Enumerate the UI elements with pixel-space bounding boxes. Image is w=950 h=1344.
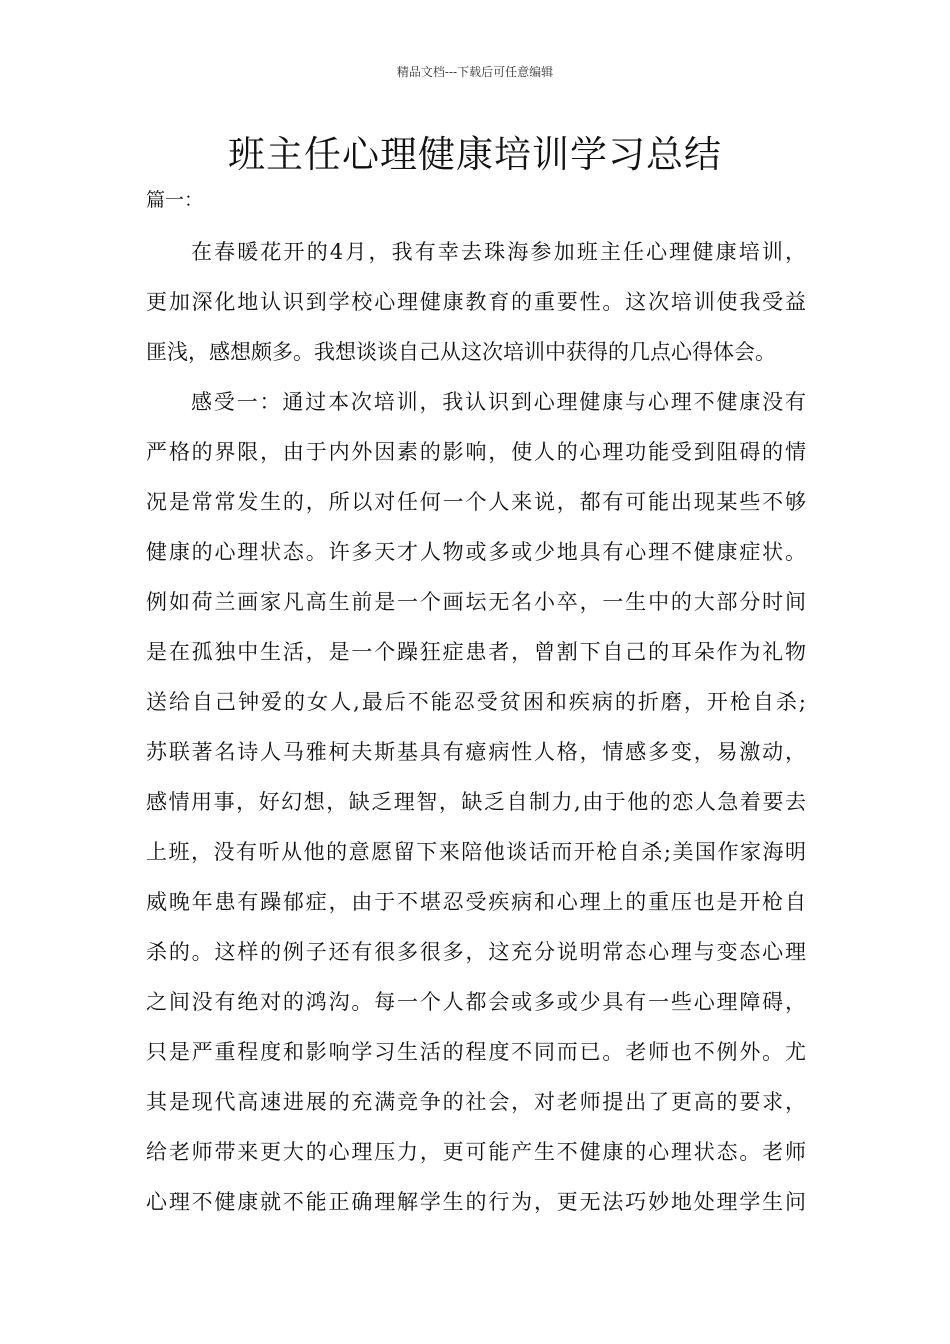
paragraph-line: 更加深化地认识到学校心理健康教育的重要性。这次培训使我受益 [146,290,806,314]
paragraph-line: 况是常常发生的，所以对任何一个人来说，都有可能出现某些不够 [146,490,806,514]
paragraph-line: 感情用事，好幻想，缺乏理智，缺乏自制力,由于他的恋人急着要去 [146,790,806,814]
paragraph-line: 之间没有绝对的鸿沟。每一个人都会或多或少具有一些心理障碍， [146,990,806,1014]
paragraph-line: 例如荷兰画家凡高生前是一个画坛无名小卒，一生中的大部分时间 [146,590,806,614]
document-title: 班主任心理健康培训学习总结 [228,133,722,176]
paragraph-line: 严格的界限，由于内外因素的影响，使人的心理功能受到阻碍的情 [146,440,806,464]
paragraph-line: 在春暖花开的4月，我有幸去珠海参加班主任心理健康培训， [191,240,806,264]
paragraph-line: 只是严重程度和影响学习生活的程度不同而已。老师也不例外。尤 [146,1040,806,1064]
paragraph-line: 上班，没有听从他的意愿留下来陪他谈话而开枪自杀;美国作家海明 [146,840,806,864]
page-header: 精品文档---下载后可任意编辑 [396,65,554,79]
paragraph-line: 威晚年患有躁郁症，由于不堪忍受疾病和心理上的重压也是开枪自 [146,890,806,914]
paragraph-line: 感受一：通过本次培训，我认识到心理健康与心理不健康没有 [191,390,806,414]
paragraph-line: 是在孤独中生活，是一个躁狂症患者，曾割下自己的耳朵作为礼物 [146,640,806,664]
paragraph-line: 匪浅，感想颇多。我想谈谈自己从这次培训中获得的几点心得体会。 [146,340,776,364]
paragraph-line: 杀的。这样的例子还有很多很多，这充分说明常态心理与变态心理 [146,940,806,964]
paragraph-line: 其是现代高速进展的充满竞争的社会，对老师提出了更高的要求， [146,1090,806,1114]
paragraph-line: 苏联著名诗人马雅柯夫斯基具有癔病性人格，情感多变，易激动， [146,740,806,764]
paragraph-line: 健康的心理状态。许多天才人物或多或少地具有心理不健康症状。 [146,540,806,564]
paragraph-line: 送给自己钟爱的女人,最后不能忍受贫困和疾病的折磨，开枪自杀; [146,690,806,714]
paragraph-line: 给老师带来更大的心理压力，更可能产生不健康的心理状态。老师 [146,1140,806,1164]
document-body [146,232,806,1232]
section-label: 篇一： [146,189,204,211]
paragraph-line: 心理不健康就不能正确理解学生的行为，更无法巧妙地处理学生问 [146,1190,806,1214]
